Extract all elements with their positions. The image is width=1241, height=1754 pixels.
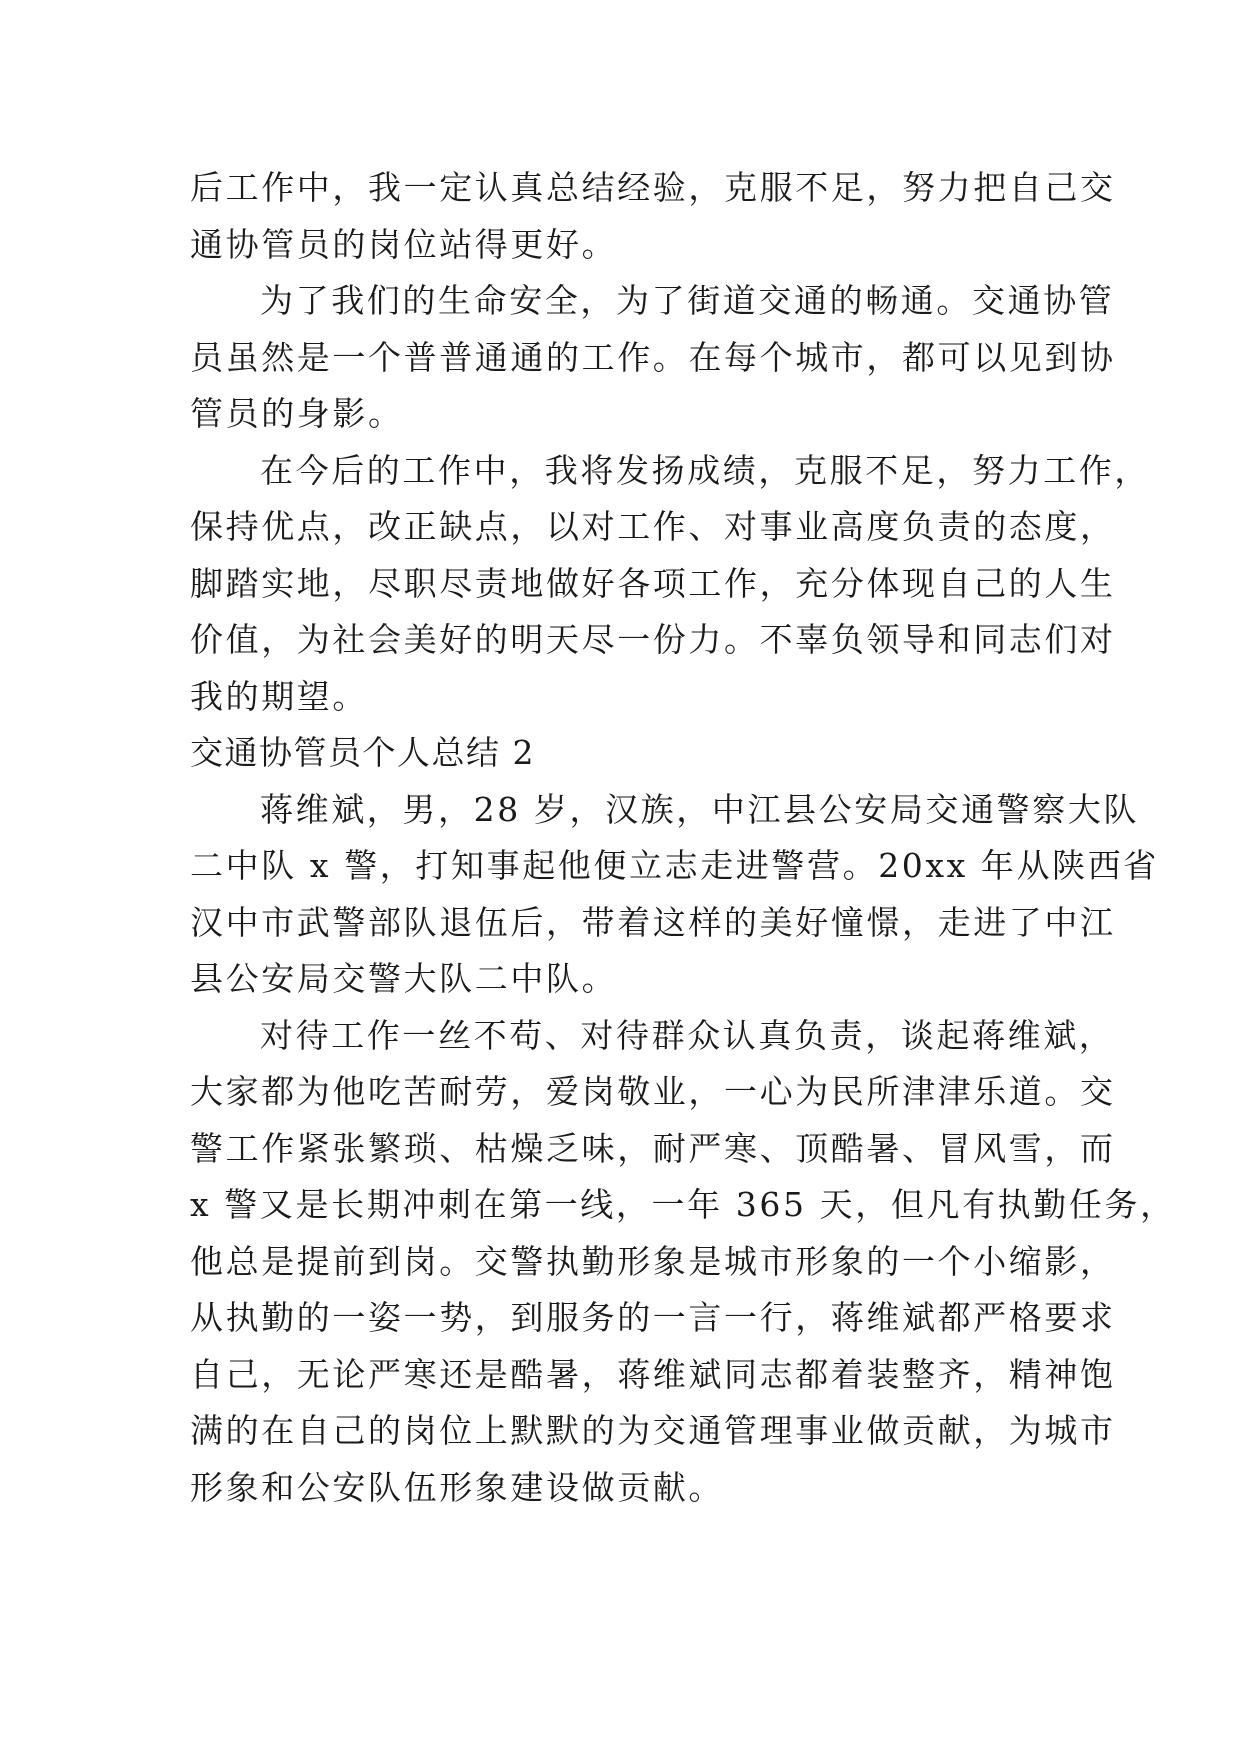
- paragraph-start-line: 为了我们的生命安全，为了街道交通的畅通。交通协管: [260, 281, 1115, 320]
- text-line: 他总是提前到岗。交警执勤形象是城市形象的一个小缩影，: [190, 1241, 1116, 1281]
- section-heading: 交通协管员个人总结 2: [190, 733, 535, 772]
- text-line: 员虽然是一个普普通通的工作。在每个城市，都可以见到协: [190, 337, 1116, 377]
- text-line: 形象和公安队伍形象建设做贡献。: [190, 1467, 724, 1507]
- text-line: 管员的身影。: [190, 394, 404, 433]
- text-line: 脚踏实地，尽职尽责地做好各项工作，充分体现自己的人生: [190, 563, 1116, 603]
- text-line: 价值，为社会美好的明天尽一份力。不辜负领导和同志们对: [190, 620, 1116, 659]
- text-line: 通协管员的岗位站得更好。: [190, 224, 618, 264]
- text-line: 县公安局交警大队二中队。: [190, 959, 618, 998]
- paragraph-start-line: 在今后的工作中，我将发扬成绩，克服不足，努力工作，: [260, 450, 1150, 490]
- text-line: 警工作紧张繁琐、枯燥乏味，耐严寒、顶酷暑、冒风雪，而: [190, 1128, 1116, 1168]
- text-line: 满的在自己的岗位上默默的为交通管理事业做贡献，为城市: [190, 1411, 1116, 1450]
- text-line: 保持优点，改正缺点，以对工作、对事业高度负责的态度，: [190, 507, 1116, 546]
- text-line: 汉中市武警部队退伍后，带着这样的美好憧憬，走进了中江: [190, 902, 1116, 942]
- text-line: 二中队 x 警，打知事起他便立志走进警营。20xx 年从陕西省: [190, 846, 1159, 885]
- text-line: 从执勤的一姿一势，到服务的一言一行，蒋维斌都严格要求: [190, 1298, 1116, 1337]
- text-line: 自己，无论严寒还是酷暑，蒋维斌同志都着装整齐，精神饱: [190, 1354, 1116, 1394]
- document-body: [190, 160, 1176, 1516]
- text-line: 后工作中，我一定认真总结经验，克服不足，努力把自己交: [190, 168, 1116, 207]
- text-line: 大家都为他吃苦耐劳，爱岗敬业，一心为民所津津乐道。交: [190, 1072, 1116, 1111]
- text-line: x 警又是长期冲刺在第一线，一年 365 天，但凡有执勤任务，: [190, 1185, 1176, 1224]
- text-line: 我的期望。: [190, 676, 368, 716]
- paragraph-start-line: 蒋维斌，男，28 岁，汉族，中江县公安局交通警察大队: [260, 789, 1140, 829]
- paragraph-start-line: 对待工作一丝不苟、对待群众认真负责，谈起蒋维斌，: [260, 1015, 1115, 1055]
